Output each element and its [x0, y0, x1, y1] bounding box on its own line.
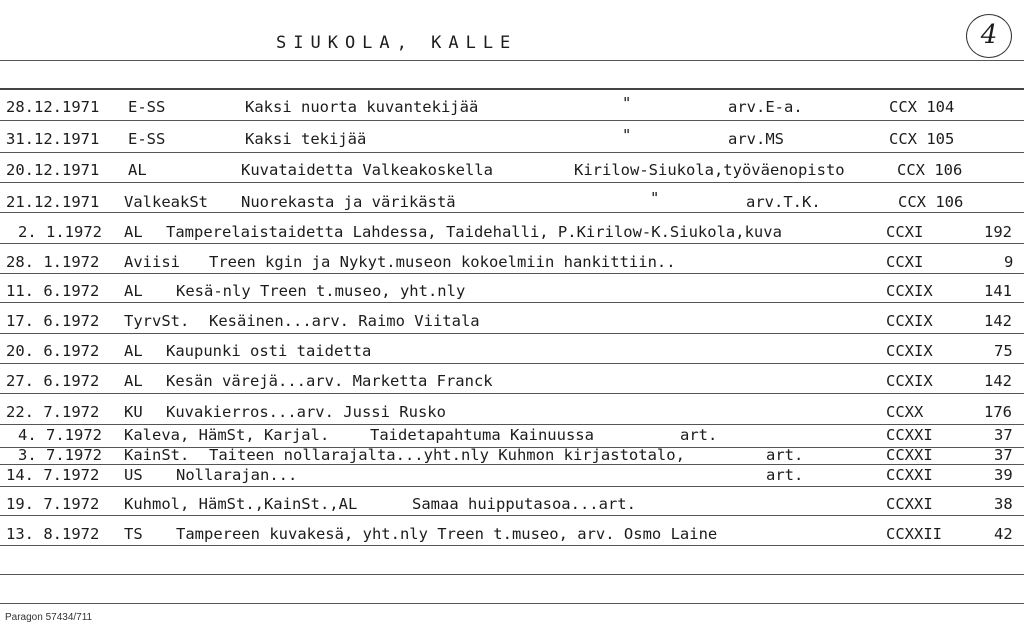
row-text: Kaupunki osti taidetta	[166, 342, 372, 360]
row-source: US	[124, 466, 143, 484]
row-reviewer: arv.E-a.	[728, 98, 803, 116]
row-page: 37	[994, 446, 1013, 464]
row-reviewer: arv.T.K.	[746, 193, 821, 211]
row-text: Kuvataidetta Valkeakoskella	[241, 161, 493, 179]
row-text: Kaksi tekijää	[245, 130, 367, 148]
row-ditto: "	[650, 189, 660, 207]
row-source: AL	[124, 342, 143, 360]
row-rule	[0, 424, 1024, 425]
row-rule	[0, 363, 1024, 364]
row-rule	[0, 515, 1024, 516]
row-text: Tampereen kuvakesä, yht.nly Treen t.museo, arv. Osmo Laine	[176, 525, 718, 543]
printer-mark: Paragon 57434/711	[5, 612, 93, 623]
row-volume: CCXIX	[886, 282, 933, 300]
row-date: 17. 6.1972	[6, 312, 100, 330]
row-volume: CCX 106	[897, 161, 963, 179]
row-date: 27. 6.1972	[6, 372, 100, 390]
row-date: 2. 1.1972	[18, 223, 102, 241]
row-ditto: "	[622, 94, 632, 112]
row-rule	[0, 243, 1024, 244]
row-text: Tamperelaistaidetta Lahdessa, Taidehalli, P.Kirilow-K.Siukola,kuva	[166, 223, 782, 241]
row-text: Treen kgin ja Nykyt.museon kokoelmiin hankittiin..	[209, 253, 676, 271]
row-source: KainSt.	[124, 446, 190, 464]
row-source: TS	[124, 525, 143, 543]
row-page: 39	[994, 466, 1013, 484]
page-number-circle: 4	[966, 14, 1012, 58]
row-date: 13. 8.1972	[6, 525, 100, 543]
row-source: TyrvSt.	[124, 312, 190, 330]
row-page: 9	[1004, 253, 1014, 271]
row-date: 14. 7.1972	[6, 466, 100, 484]
row-source: Aviisi	[124, 253, 180, 271]
header-rule-thick	[0, 88, 1024, 90]
row-rule	[0, 212, 1024, 213]
row-source: AL	[128, 161, 147, 179]
row-page: 192	[984, 223, 1012, 241]
row-rule	[0, 333, 1024, 334]
row-volume: CCXXII	[886, 525, 942, 543]
row-date: 20. 6.1972	[6, 342, 100, 360]
row-source: Kaleva, HämSt, Karjal.	[124, 426, 330, 444]
row-rule	[0, 545, 1024, 546]
row-volume: CCXXI	[886, 466, 933, 484]
blank-row-rule	[0, 574, 1024, 575]
row-page: 42	[994, 525, 1013, 543]
row-reviewer: arv.MS	[728, 130, 784, 148]
row-ditto: "	[622, 126, 632, 144]
row-date: 20.12.1971	[6, 161, 100, 179]
row-source: KU	[124, 403, 143, 421]
row-rule	[0, 120, 1024, 121]
row-volume: CCXXI	[886, 446, 933, 464]
row-rule	[0, 182, 1024, 183]
row-date: 22. 7.1972	[6, 403, 100, 421]
blank-row-rule	[0, 603, 1024, 604]
row-date: 21.12.1971	[6, 193, 100, 211]
row-text: Kesän värejä...arv. Marketta Franck	[166, 372, 493, 390]
row-page: 37	[994, 426, 1013, 444]
row-text: Kaksi nuorta kuvantekijää	[245, 98, 479, 116]
row-rule	[0, 152, 1024, 153]
row-source: AL	[124, 282, 143, 300]
row-date: 28. 1.1972	[6, 253, 100, 271]
row-rule	[0, 273, 1024, 274]
row-text: Nollarajan...	[176, 466, 298, 484]
card-title: SIUKOLA, KALLE	[276, 33, 518, 53]
row-text: Samaa huipputasoa...art.	[412, 495, 636, 513]
row-volume: CCXIX	[886, 342, 933, 360]
row-volume: CCX 105	[889, 130, 955, 148]
row-reviewer: art.	[680, 426, 718, 444]
row-rule	[0, 302, 1024, 303]
row-text: Kesä-nly Treen t.museo, yht.nly	[176, 282, 466, 300]
row-source: ValkeakSt	[124, 193, 208, 211]
row-volume: CCXIX	[886, 372, 933, 390]
row-volume: CCXX	[886, 403, 924, 421]
row-page: 141	[984, 282, 1012, 300]
row-page: 176	[984, 403, 1012, 421]
row-volume: CCXI	[886, 223, 924, 241]
row-volume: CCXI	[886, 253, 924, 271]
row-reviewer: art.	[766, 446, 804, 464]
row-page: 75	[994, 342, 1013, 360]
row-volume: CCX 104	[889, 98, 955, 116]
row-text: Kuvakierros...arv. Jussi Rusko	[166, 403, 446, 421]
row-page: 38	[994, 495, 1013, 513]
row-source: AL	[124, 223, 143, 241]
row-date: 28.12.1971	[6, 98, 100, 116]
row-volume: CCXXI	[886, 426, 933, 444]
row-text: Nuorekasta ja värikästä	[241, 193, 456, 211]
row-rule	[0, 486, 1024, 487]
row-date: 11. 6.1972	[6, 282, 100, 300]
row-page: 142	[984, 372, 1012, 390]
row-source: E-SS	[128, 98, 166, 116]
row-volume: CCXXI	[886, 495, 933, 513]
row-text: Kesäinen...arv. Raimo Viitala	[209, 312, 480, 330]
row-page: 142	[984, 312, 1012, 330]
row-source: E-SS	[128, 130, 166, 148]
row-reviewer: Kirilow-Siukola,työväenopisto	[574, 161, 845, 179]
row-date: 3. 7.1972	[18, 446, 102, 464]
row-source: Kuhmol, HämSt.,KainSt.,AL	[124, 495, 358, 513]
row-date: 19. 7.1972	[6, 495, 100, 513]
row-rule	[0, 393, 1024, 394]
row-rule	[0, 464, 1024, 465]
row-text: Taiteen nollarajalta...yht.nly Kuhmon kirjastotalo,	[209, 446, 685, 464]
row-source: AL	[124, 372, 143, 390]
row-volume: CCX 106	[898, 193, 964, 211]
header-rule	[0, 60, 1024, 61]
row-text: Taidetapahtuma Kainuussa	[370, 426, 594, 444]
row-reviewer: art.	[766, 466, 804, 484]
row-date: 4. 7.1972	[18, 426, 102, 444]
row-date: 31.12.1971	[6, 130, 100, 148]
row-volume: CCXIX	[886, 312, 933, 330]
